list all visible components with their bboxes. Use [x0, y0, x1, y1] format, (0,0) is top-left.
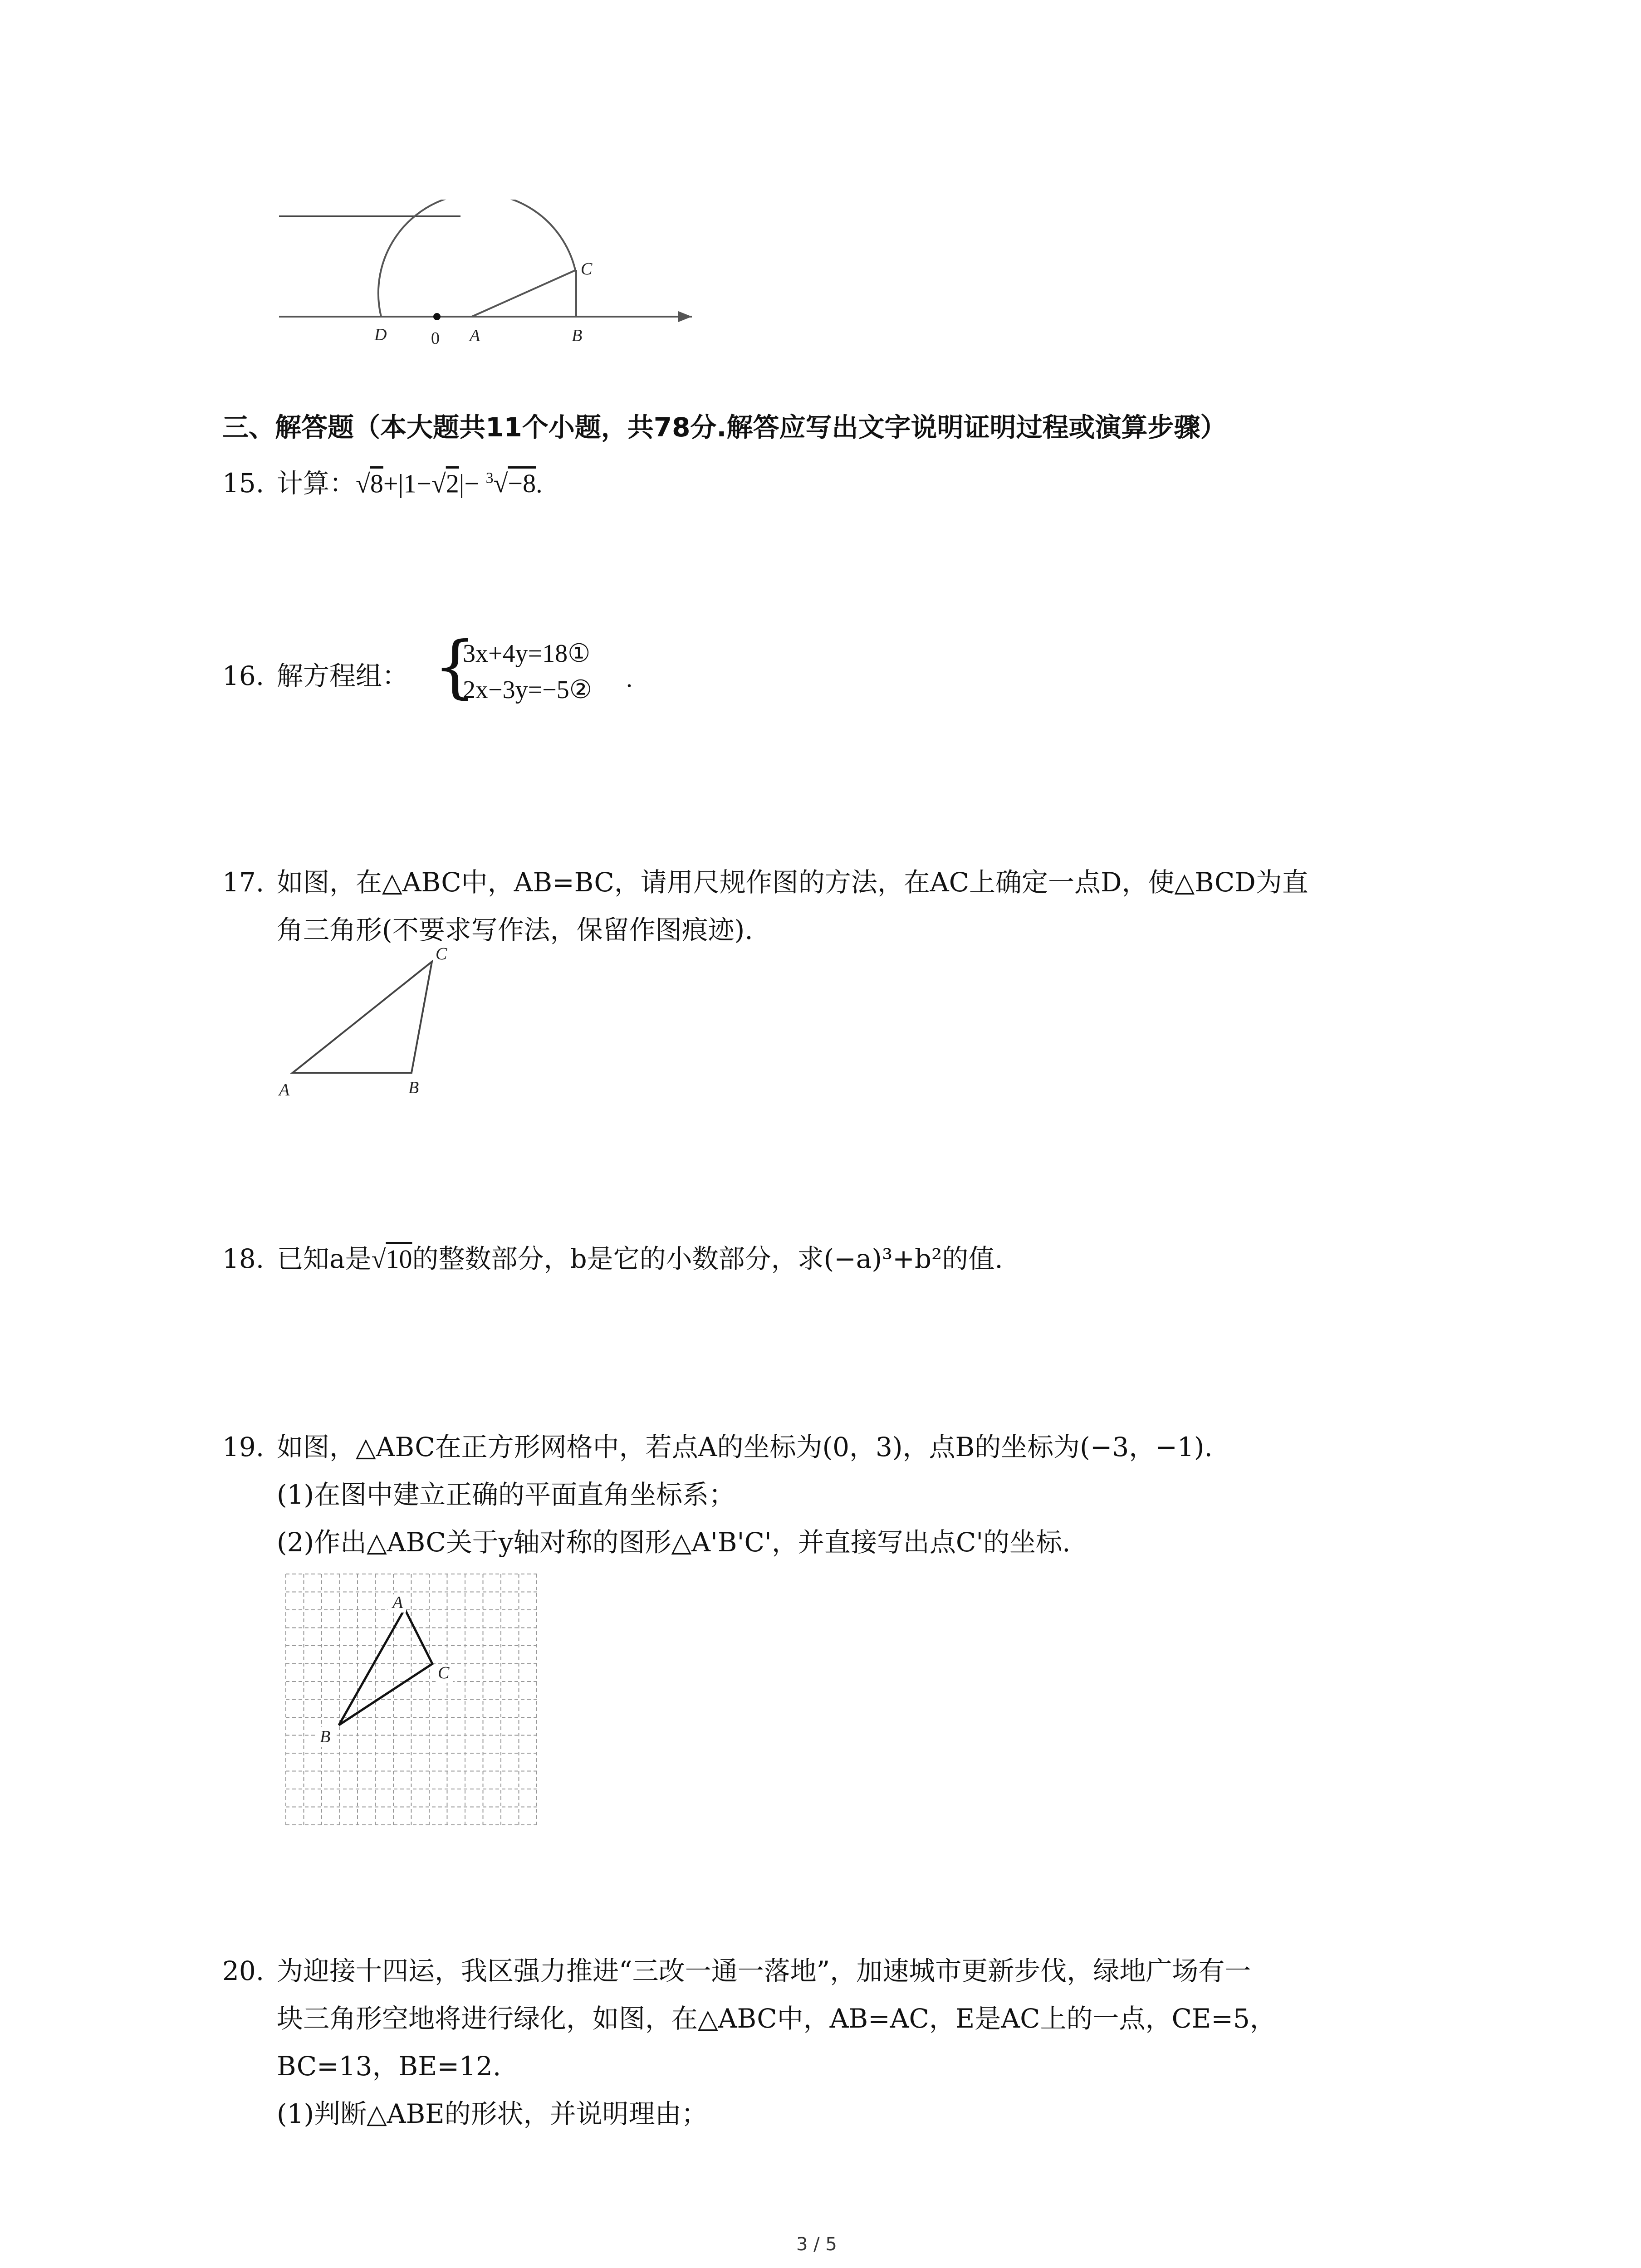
- sqrt-8: √8: [356, 469, 383, 499]
- label-b: B: [320, 1727, 331, 1746]
- grid-lines: [286, 1574, 537, 1825]
- expr-part: |−: [459, 469, 480, 499]
- question-18: [222, 1241, 1003, 1277]
- segment-ac: [472, 270, 576, 317]
- question-20-line-4: (1)判断△ABE的形状，并说明理由；: [277, 2098, 708, 2129]
- number-line-figure: [268, 200, 699, 354]
- question-text: 为迎接十四运，我区强力推进“三改一通一落地”，加速城市更新步伐，绿地广场有一: [277, 1955, 1251, 1986]
- label-c: C: [581, 259, 593, 279]
- equation-2: 2x−3y=−5②: [463, 676, 592, 704]
- label-a: A: [279, 1080, 290, 1100]
- question-number: 16.: [222, 660, 265, 691]
- question-text: 已知a是: [277, 1243, 372, 1274]
- label-origin: 0: [431, 329, 440, 348]
- question-15: [222, 460, 543, 502]
- question-number: 15.: [222, 468, 265, 499]
- label-a: A: [392, 1593, 403, 1612]
- question-prefix: 计算：: [277, 468, 356, 499]
- label-b: B: [408, 1078, 419, 1097]
- label-a: A: [470, 326, 480, 345]
- sqrt-2: √2: [431, 469, 459, 499]
- section-heading: 三、解答题（本大题共11个小题，共78分.解答应写出文字说明证明过程或演算步骤）: [222, 412, 1227, 443]
- origin-dot: [433, 313, 441, 320]
- label-b: B: [572, 326, 583, 345]
- axis-arrow: [678, 311, 692, 322]
- question-16: [222, 658, 408, 694]
- question-20-line-3: BC=13，BE=12.: [277, 2051, 501, 2082]
- question-number: 17.: [222, 867, 265, 898]
- system-suffix: .: [626, 665, 632, 693]
- question-number: 19.: [222, 1432, 265, 1462]
- expr-part: +|1−: [383, 469, 431, 499]
- question-text: 的整数部分，b是它的小数部分，求(−a)³+b²的值.: [412, 1243, 1003, 1274]
- triangle-abc-figure: [272, 946, 463, 1105]
- expr-part: .: [536, 469, 543, 499]
- sqrt-10: √10: [371, 1244, 412, 1274]
- label-d: D: [374, 325, 387, 344]
- question-number: 20.: [222, 1955, 265, 1986]
- equation-1: 3x+4y=18①: [463, 640, 591, 668]
- question-19-line-1: [222, 1429, 1213, 1465]
- triangle-abc: [293, 962, 432, 1073]
- question-17-line-1: [222, 864, 1308, 900]
- question-text: 如图，在△ABC中，AB=BC，请用尺规作图的方法，在AC上确定一点D，使△BCD为直: [277, 867, 1308, 898]
- system-brace: {: [433, 627, 477, 706]
- question-20-line-2: 块三角形空地将进行绿化，如图，在△ABC中，AB=AC，E是AC上的一点，CE=5，: [277, 2003, 1276, 2034]
- label-c: C: [436, 946, 447, 963]
- label-c: C: [438, 1663, 450, 1682]
- question-19-line-3: (2)作出△ABC关于y轴对称的图形△A'B'C'，并直接写出点C'的坐标.: [277, 1527, 1071, 1558]
- question-19-line-2: (1)在图中建立正确的平面直角坐标系；: [277, 1479, 735, 1510]
- page-number: 3 / 5: [796, 2234, 837, 2255]
- triangle-abc: [339, 1609, 432, 1725]
- cube-root: $^3$√−8: [485, 469, 536, 499]
- question-prefix: 解方程组：: [277, 660, 409, 691]
- question-number: 18.: [222, 1243, 265, 1274]
- question-20-line-1: [222, 1953, 1251, 1989]
- square-grid-figure: [279, 1567, 542, 1826]
- question-text: 如图，△ABC在正方形网格中，若点A的坐标为(0，3)，点B的坐标为(−3，−1).: [277, 1432, 1213, 1462]
- question-17-line-2: 角三角形(不要求写作法，保留作图痕迹).: [277, 914, 753, 945]
